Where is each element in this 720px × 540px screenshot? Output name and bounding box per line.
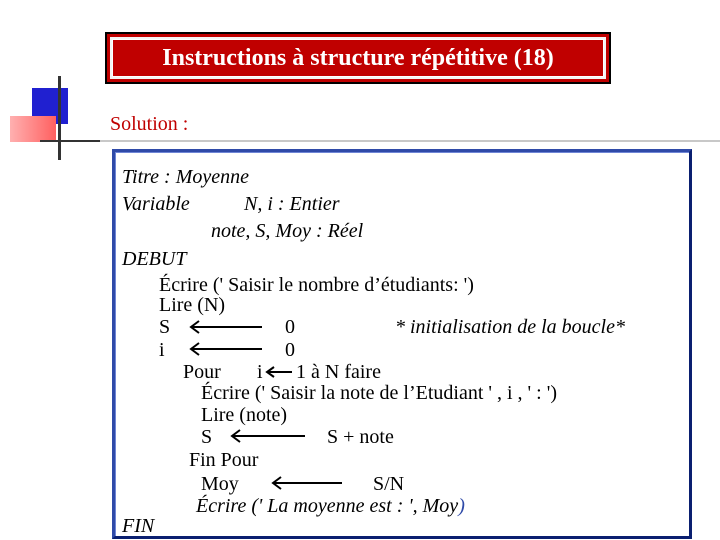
assign-i-var: i (159, 339, 165, 361)
assign-arrow-icon (188, 341, 264, 357)
variable-decl-2: note, S, Moy : Réel (211, 220, 364, 242)
decor-horizontal-line (40, 140, 720, 142)
ecrire-3-close: ) (458, 495, 465, 517)
fin-keyword: FIN (122, 515, 155, 537)
decor-red-bar (10, 116, 56, 142)
lire-line-2: Lire (note) (201, 404, 288, 426)
ecrire-line-3 (196, 496, 465, 516)
assign-s-value: 0 (285, 316, 295, 338)
slide-title-bar (112, 39, 604, 77)
ecrire-3-open: Écrire ( (196, 495, 259, 517)
algo-title-line: Titre : Moyenne (122, 166, 250, 188)
pour-keyword: Pour (183, 361, 221, 383)
assign-arrow-icon (265, 365, 293, 379)
assign-s-var: S (159, 316, 171, 338)
solution-label: Solution : (110, 113, 189, 135)
ecrire-line-1: Écrire (' Saisir le nombre d’étudiants: ') (159, 274, 474, 296)
slide-title: Instructions à structure répétitive (18) (162, 44, 554, 71)
pour-range: 1 à N faire (296, 361, 381, 383)
assign-s2-expr: S + note (327, 426, 394, 448)
variable-keyword: Variable (122, 193, 190, 215)
ecrire-line-2: Écrire (' Saisir la note de l’Etudiant ' , i , ' : ') (201, 382, 557, 404)
slide-title-box (107, 34, 609, 82)
debut-keyword: DEBUT (122, 248, 187, 270)
decor-vertical-line (58, 76, 61, 160)
fin-pour-keyword: Fin Pour (189, 449, 259, 471)
assign-arrow-icon (229, 428, 307, 444)
assign-moy-var: Moy (201, 473, 239, 495)
assign-i-value: 0 (285, 339, 295, 361)
assign-arrow-icon (270, 475, 344, 491)
variable-decl-1: N, i : Entier (244, 193, 340, 215)
lire-line-1: Lire (N) (159, 294, 226, 316)
assign-arrow-icon (188, 319, 264, 335)
ecrire-3-args: ' La moyenne est : ', Moy (258, 495, 459, 517)
assign-s2-var: S (201, 426, 213, 448)
pour-counter: i (257, 361, 263, 383)
assign-moy-expr: S/N (373, 473, 405, 495)
init-comment: * initialisation de la boucle* (395, 316, 625, 338)
